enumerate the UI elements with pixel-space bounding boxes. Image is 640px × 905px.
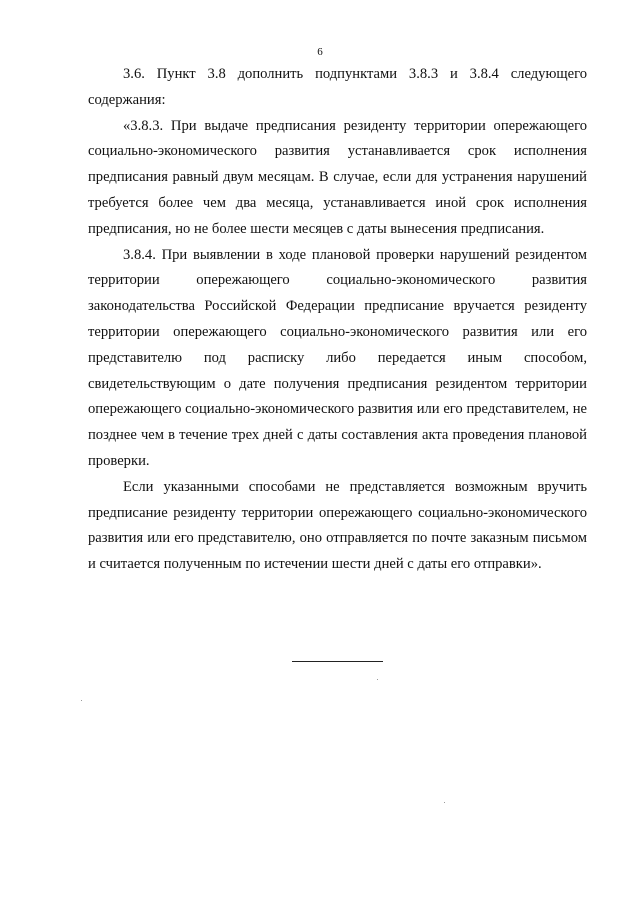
end-separator-line [292,661,383,662]
paragraph-3-8-3: «3.8.3. При выдаче предписания резиденту территории опережающего социально-экономического развития устанавливается срок исполнения предписания равный двум месяцам. В случае, если для устранения нарушений требуется более чем два месяца, устанавливается иной срок исполнения предписания, но не более шести месяцев с даты вынесения предписания. [88,117,587,237]
paragraph-3-6: 3.6. Пункт 3.8 дополнить подпунктами 3.8.3 и 3.8.4 следующего содержания: [88,66,587,108]
scan-speck [377,679,378,680]
page-number: 6 [317,46,323,58]
scan-speck [444,802,445,803]
document-body [88,62,587,578]
paragraph-3-8-4: 3.8.4. При выявлении в ходе плановой проверки нарушений резидентом территории опережающего социально-экономического развития законодательства Российской Федерации предписание вручается резиденту территории опережающего социально-экономического развития или его представителю под расписку либо передается иным способом, свидетельствующим о дате получения предписания резидентом территории опережающего социально-экономического развития или его представителем, не позднее чем в течение трех дней с даты составления акта проведения плановой проверки. [88,246,587,469]
scan-speck [81,700,82,701]
paragraph-delivery-by-mail: Если указанными способами не представляется возможным вручить предписание резиденту территории опережающего социально-экономического развития или его представителю, оно отправляется по почте заказным письмом и считается полученным по истечении шести дней с даты его отправки». [88,478,587,573]
